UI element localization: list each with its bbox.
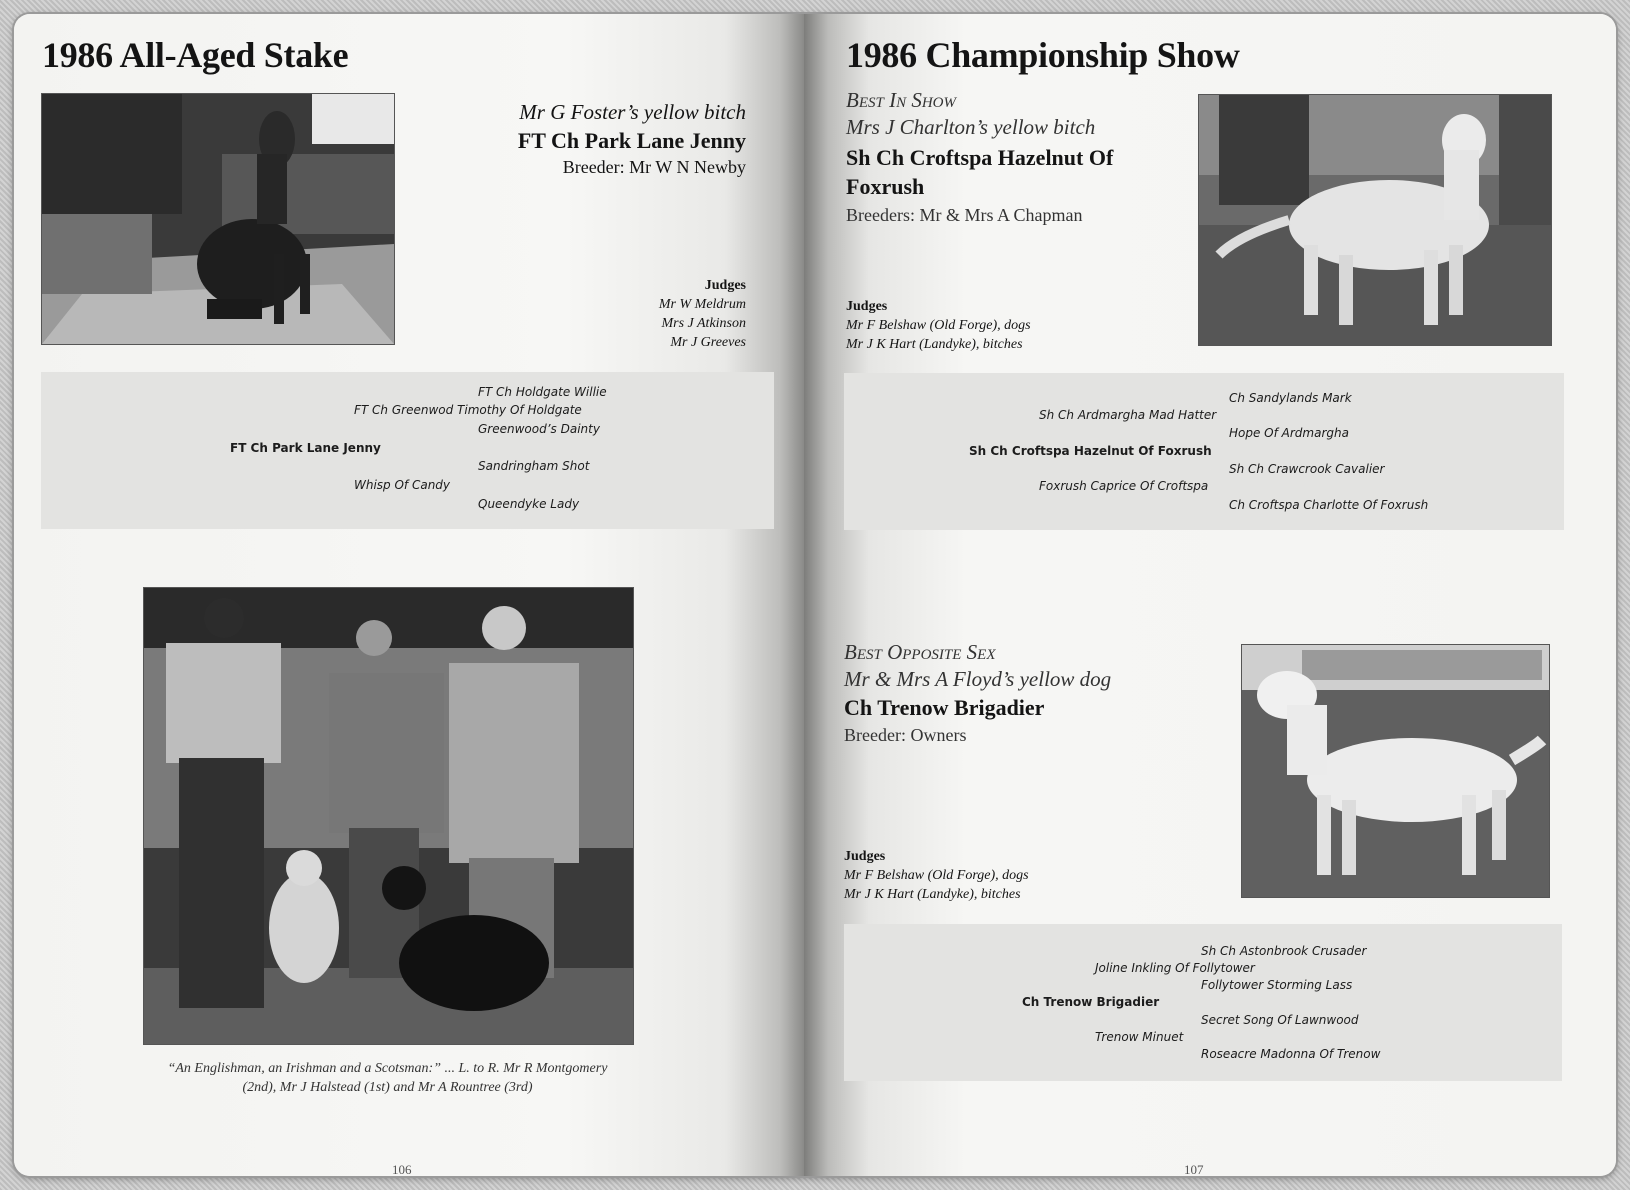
pedigree-table <box>41 372 774 529</box>
judge-name: Mrs J Atkinson <box>661 316 746 331</box>
pedigree-dam-sire: Secret Song Of Lawnwood <box>1201 1013 1359 1027</box>
best-in-show-owner: Mrs J Charlton’s yellow bitch <box>846 115 1096 139</box>
pedigree-sire: FT Ch Greenwod Timothy Of Holdgate <box>354 403 582 417</box>
judge-name: Mr F Belshaw (Old Forge), dogs <box>846 318 1031 333</box>
dog-name-line: Foxrush <box>846 174 925 199</box>
winner-breeder: Breeder: Mr W N Newby <box>562 157 746 177</box>
pedigree-dam: Foxrush Caprice Of Croftspa <box>1039 479 1209 493</box>
judge-name: Mr W Meldrum <box>658 297 746 312</box>
best-opposite-sex-dog-name: Ch Trenow Brigadier <box>844 695 1045 720</box>
page-title: 1986 All-Aged Stake <box>42 35 349 75</box>
pedigree-dam: Whisp Of Candy <box>354 478 451 492</box>
pedigree-sire-sire: FT Ch Holdgate Willie <box>478 385 607 399</box>
pedigree-sire-dam: Hope Of Ardmargha <box>1229 426 1349 440</box>
right-page <box>804 14 1616 1176</box>
page-title: 1986 Championship Show <box>846 35 1240 75</box>
winner-dog-photo <box>41 93 395 345</box>
pedigree-sire-sire: Ch Sandylands Mark <box>1229 391 1352 405</box>
pedigree-subject: Ch Trenow Brigadier <box>1022 995 1160 1009</box>
judges-block <box>526 276 746 352</box>
judges-heading: Judges <box>846 299 888 314</box>
judge-name: Mr J K Hart (Landyke), bitches <box>846 337 1023 352</box>
photo-caption-line: “An Englishman, an Irishman and a Scotsman:” ... L. to R. Mr R Montgomery <box>167 1061 608 1076</box>
pedigree-sire: Joline Inkling Of Follytower <box>1095 961 1255 975</box>
judges-heading: Judges <box>844 849 886 864</box>
pedigree-dam-dam: Ch Croftspa Charlotte Of Foxrush <box>1229 498 1429 512</box>
pedigree-sire-sire: Sh Ch Astonbrook Crusader <box>1201 944 1367 958</box>
group-photo <box>143 587 634 1045</box>
judges-heading: Judges <box>704 278 746 293</box>
pedigree-sire: Sh Ch Ardmargha Mad Hatter <box>1039 408 1217 422</box>
pedigree-subject: FT Ch Park Lane Jenny <box>230 441 381 455</box>
pedigree-dam: Trenow Minuet <box>1095 1030 1184 1044</box>
pedigree-table <box>844 373 1564 530</box>
best-in-show-judges <box>846 297 1031 354</box>
photo-caption <box>143 1059 632 1097</box>
pedigree-sire-dam: Follytower Storming Lass <box>1201 978 1353 992</box>
best-opposite-sex-photo <box>1241 644 1550 898</box>
photo-caption-line: (2nd), Mr J Halstead (1st) and Mr A Rountree (3rd) <box>242 1080 533 1095</box>
best-opposite-sex-owner: Mr & Mrs A Floyd’s yellow dog <box>844 667 1112 691</box>
pedigree-subject: Sh Ch Croftspa Hazelnut Of Foxrush <box>969 444 1212 458</box>
winner-owner-line: Mr G Foster’s yellow bitch <box>519 100 746 124</box>
best-opposite-sex-award: Best Opposite Sex <box>844 640 996 664</box>
best-in-show-award: Best In Show <box>846 88 956 112</box>
best-in-show-breeder: Breeders: Mr & Mrs A Chapman <box>846 205 1083 225</box>
pedigree-dam-dam: Queendyke Lady <box>478 497 580 511</box>
best-opposite-sex-breeder: Breeder: Owners <box>844 725 967 745</box>
winner-dog-name: FT Ch Park Lane Jenny <box>517 128 746 153</box>
pedigree-dam-dam: Roseacre Madonna Of Trenow <box>1201 1047 1381 1061</box>
book-spread <box>14 14 1616 1176</box>
pedigree-dam-sire: Sandringham Shot <box>478 459 590 473</box>
best-opposite-sex-judges <box>844 847 1029 904</box>
pedigree-sire-dam: Greenwood’s Dainty <box>478 422 600 436</box>
pedigree-table <box>844 924 1562 1081</box>
page-number: 106 <box>392 1162 412 1176</box>
best-in-show-dog-name <box>846 143 1176 201</box>
page-number: 107 <box>1184 1162 1204 1176</box>
judge-name: Mr J Greeves <box>670 335 746 350</box>
dog-name-line: Sh Ch Croftspa Hazelnut Of <box>846 145 1114 170</box>
pedigree-dam-sire: Sh Ch Crawcrook Cavalier <box>1229 462 1385 476</box>
best-in-show-photo <box>1198 94 1552 346</box>
judge-name: Mr F Belshaw (Old Forge), dogs <box>844 868 1029 883</box>
left-page <box>14 14 804 1176</box>
judge-name: Mr J K Hart (Landyke), bitches <box>844 887 1021 902</box>
